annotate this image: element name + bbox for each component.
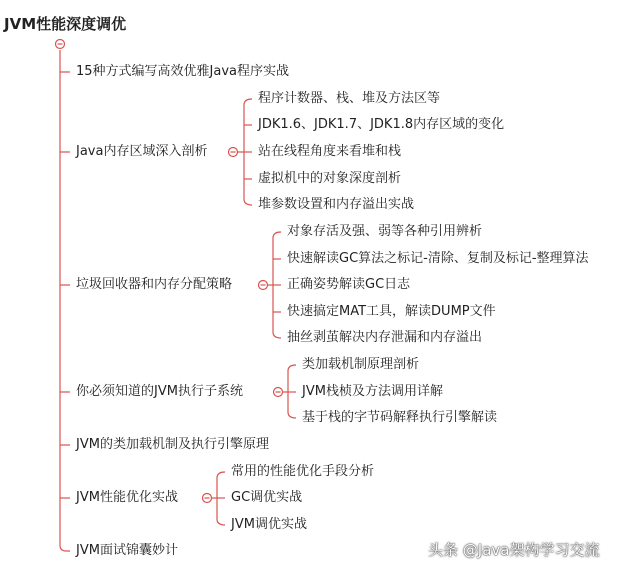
branch-5: JVM的类加载机制及执行引擎原理: [76, 437, 269, 452]
watermark: 头条 @Java架构学习交流: [428, 541, 600, 559]
branch-6-child-2: GC调优实战: [231, 490, 303, 505]
branch-2-child-4: 虚拟机中的对象深度剖析: [258, 171, 402, 186]
branch-2-child-2: JDK1.6、JDK1.7、JDK1.8内存区域的变化: [258, 117, 505, 132]
branch-3-child-4: 快速搞定MAT工具，解读DUMP文件: [287, 304, 496, 319]
branch-3-child-5: 抽丝剥茧解决内存泄漏和内存溢出: [287, 330, 483, 345]
branch-3-child-1: 对象存活及强、弱等各种引用辨析: [287, 224, 483, 239]
branch-2: Java内存区域深入剖析: [76, 144, 208, 159]
branch-3-child-2: 快速解读GC算法之标记-清除、复制及标记-整理算法: [287, 251, 589, 266]
root-title: JVM性能深度调优: [4, 15, 127, 33]
trunk-line: [60, 50, 70, 551]
branch-6: JVM性能优化实战: [76, 490, 178, 505]
branch-3: 垃圾回收器和内存分配策略: [76, 277, 233, 292]
branch-4-child-2: JVM栈桢及方法调用详解: [302, 384, 443, 399]
branch-6-child-3: JVM调优实战: [231, 517, 307, 532]
branch-1: 15种方式编写高效优雅Java程序实战: [76, 64, 290, 79]
branch-2-child-3: 站在线程角度来看堆和栈: [258, 144, 402, 159]
branch-4-child-3: 基于栈的字节码解释执行引擎解读: [302, 410, 498, 425]
branch-7: JVM面试锦囊妙计: [76, 543, 178, 558]
branch-2-child-5: 堆参数设置和内存溢出实战: [258, 197, 415, 212]
branch-2-child-1: 程序计数器、栈、堆及方法区等: [258, 91, 441, 106]
branch-4: 你必须知道的JVM执行子系统: [76, 384, 243, 399]
branch-6-child-1: 常用的性能优化手段分析: [231, 464, 375, 479]
branch-3-child-3: 正确姿势解读GC日志: [287, 277, 411, 292]
branch-4-child-1: 类加载机制原理剖析: [302, 357, 420, 372]
